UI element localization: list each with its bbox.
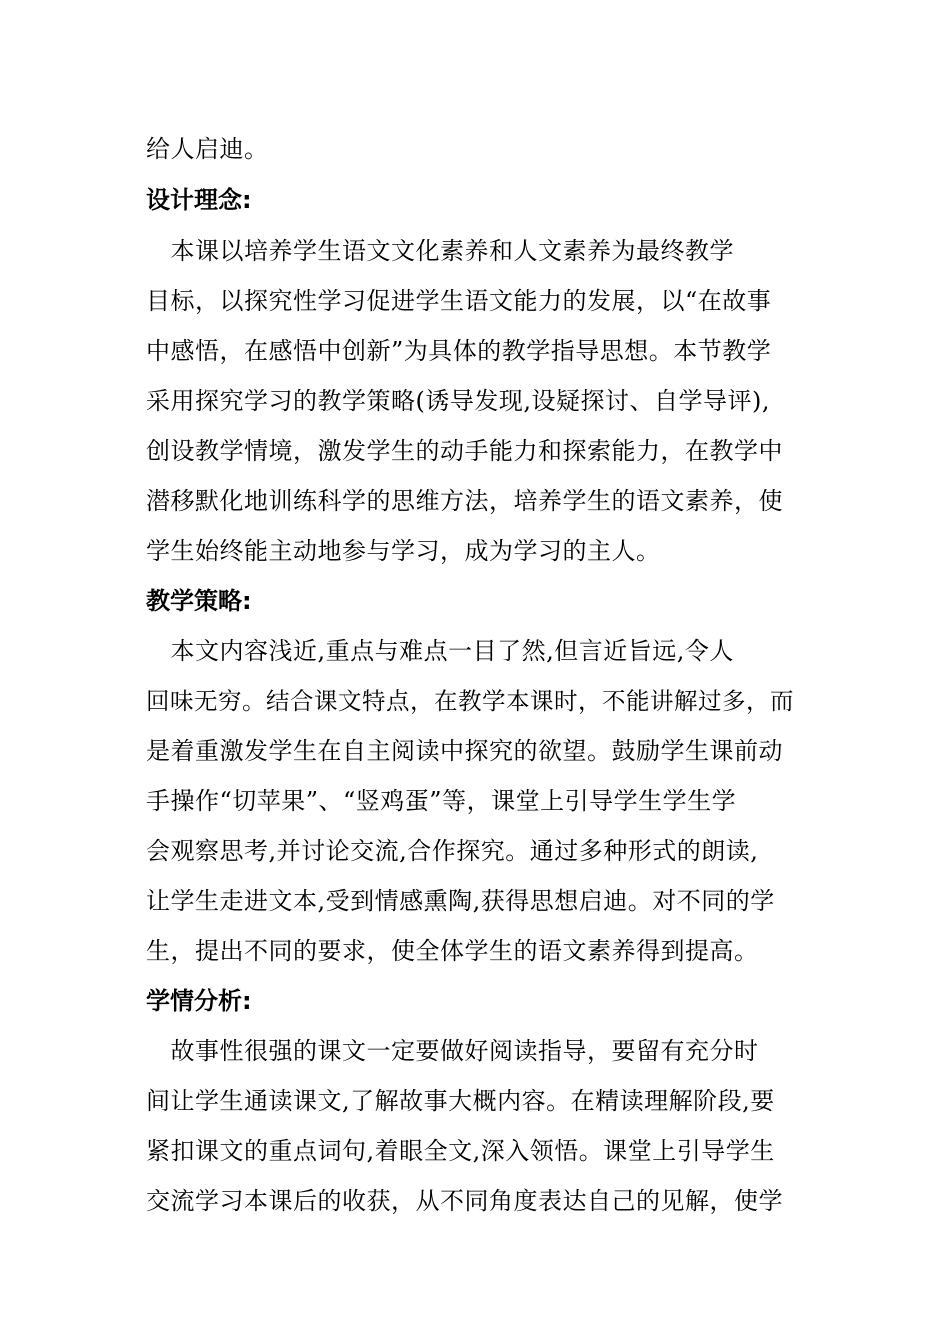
text-line: 故事性很强的课文一定要做好阅读指导，要留有充分时 — [146, 1037, 759, 1065]
text-line: 交流学习本课后的收获，从不同角度表达自己的见解，使学 — [146, 1187, 783, 1215]
text-line: 创设教学情境，激发学生的动手能力和探索能力，在教学中 — [146, 437, 783, 465]
text-line: 采用探究学习的教学策略(诱导发现,设疑探讨、自学导评), — [146, 387, 770, 415]
text-line: 中感悟，在感悟中创新”为具体的教学指导思想。本节教学 — [146, 337, 772, 365]
text-line: 间让学生通读课文,了解故事大概内容。在精读理解阶段,要 — [146, 1087, 775, 1115]
text-line: 本课以培养学生语文文化素养和人文素养为最终教学 — [146, 237, 734, 265]
text-line: 学生始终能主动地参与学习，成为学习的主人。 — [146, 537, 661, 565]
text-line: 回味无穷。结合课文特点，在教学本课时，不能讲解过多，而 — [146, 687, 794, 715]
text-line: 会观察思考,并讨论交流,合作探究。通过多种形式的朗读, — [146, 837, 759, 865]
text-line: 让学生走进文本,受到情感熏陶,获得思想启迪。对不同的学 — [146, 887, 775, 915]
text-line: 生，提出不同的要求，使全体学生的语文素养得到提高。 — [146, 937, 759, 965]
text-line: 本文内容浅近,重点与难点一目了然,但言近旨远,令人 — [146, 637, 734, 665]
text-line: 手操作“切苹果”、“竖鸡蛋”等，课堂上引导学生学生学 — [146, 787, 737, 815]
section-heading-learning-analysis: 学情分析: — [146, 987, 252, 1015]
section-heading-design-concept: 设计理念: — [146, 186, 252, 214]
text-line: 目标，以探究性学习促进学生语文能力的发展，以“在故事 — [146, 287, 772, 315]
section-heading-teaching-strategy: 教学策略: — [146, 587, 252, 615]
text-line: 紧扣课文的重点词句,着眼全文,深入领悟。课堂上引导学生 — [146, 1137, 775, 1165]
text-line: 是着重激发学生在自主阅读中探究的欲望。鼓励学生课前动 — [146, 737, 783, 765]
text-line: 潜移默化地训练科学的思维方法，培养学生的语文素养，使 — [146, 487, 783, 515]
text-line: 给人启迪。 — [146, 135, 269, 163]
